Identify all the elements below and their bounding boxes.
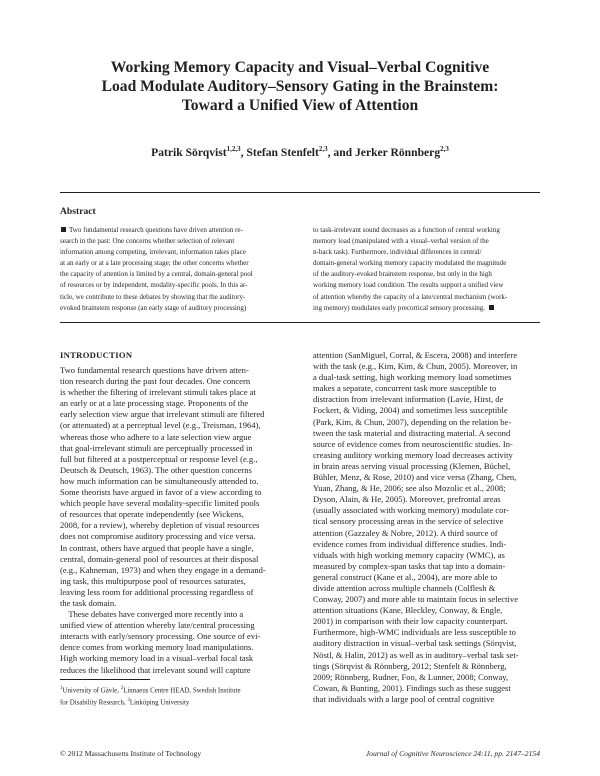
body-line: creasing auditory working memory load decreases activity (313, 449, 513, 460)
title-line: Toward a Unified View of Attention (181, 97, 419, 114)
body-line: does not compromise auditory processing and vice versa. (60, 531, 256, 542)
body-line: 2009; Rönnberg, Rudner, Foo, & Lunner, 2008; Conway, (313, 671, 509, 682)
abstract-line: of attention whereby the capacity of a late/central mechanism (work- (313, 292, 508, 301)
footnote-line: $^1$University of Gävle, $^2$Linnaeus Centre HEAD, Swedish Institute (60, 686, 241, 695)
body-line: Furthermore, high-WMC individuals are less susceptible to (313, 627, 516, 638)
body-line: (usually associated with working memory) modulate cor- (313, 505, 509, 516)
body-line: whereas those who adhere to a late selection view argue (60, 431, 252, 442)
body-line: Cowan, & Bunting, 2001). Findings such as these suggest (313, 682, 511, 693)
abstract-top-rule (60, 192, 540, 193)
abstract-line: working memory load condition. The results support a unified view (313, 281, 504, 290)
footnote-line: for Disability Research, $^3$Linköping University (60, 697, 190, 706)
body-line: Nöstl, & Halin, 2012) as well as in auditory–verbal task set- (313, 649, 519, 660)
abstract-line: search in the past: One concerns whether selection of relevant (60, 237, 235, 246)
abstract-line: ing memory) modulates early precortical sensory processing. (313, 303, 548, 314)
abstract-line: memory load (manipulated with a visual–verbal version of the (313, 237, 489, 246)
author-name: Jerker Rönnberg (355, 145, 441, 159)
body-line: 2008, for a review), whereby depletion of visual resources (60, 520, 260, 531)
body-line: divide attention across multiple channels (Colflesh & (313, 582, 496, 593)
body-line: (e.g., Kahneman, 1973) and when they engage in a demand- (60, 564, 266, 575)
abstract-line: of the auditory-evoked brainstem response, but only in the high (313, 270, 492, 279)
body-line: (or attenuated) at a perceptual level (e.g., Treisman, 1964), (60, 420, 261, 431)
title-line: Working Memory Capacity and Visual–Verbal Cognitive (110, 59, 490, 76)
affiliation-footnote (60, 684, 300, 707)
author-list (40, 145, 560, 159)
body-line: source of evidence comes from neuroscientific studies. In- (313, 438, 513, 449)
section-heading-introduction: INTRODUCTION (60, 350, 133, 360)
body-line: early selection view argue that irrelevant stimuli are filtered (60, 409, 265, 420)
body-line: interacts with early/sensory processing. One source of evi- (60, 631, 261, 642)
author-separator: , and (327, 145, 355, 159)
footnote-rule (60, 679, 150, 680)
author-separator: , (240, 145, 247, 159)
body-line: measured by complex-span tasks that tap into a domain- (313, 560, 506, 571)
body-right-column (313, 350, 553, 705)
abstract-line: at an early or at a late processing stage; the other concerns whether (60, 259, 249, 268)
body-line: tings (Sörqvist & Rönnberg, 2012; Stenfelt & Rönnberg, (313, 660, 507, 671)
body-line: of resources that operate independently (see Wickens, (60, 509, 244, 520)
journal-citation: Journal of Cognitive Neuroscience 24:11, pp. 2147–2154 (365, 749, 540, 758)
body-line: with the task (e.g., Kim, Kim, & Chun, 2005). Moreover, in (313, 361, 518, 372)
body-line: makes a separate, concurrent task more susceptible to (313, 383, 497, 394)
body-line: an early or at a late processing stage. Proponents of the (60, 398, 249, 409)
abstract-line: n-back task). Furthermore, individual differences in central/ (313, 248, 482, 257)
body-line: unified view of attention whereby late/central processing (60, 620, 255, 631)
body-line: Fockert, & Viding, 2004) and sometimes less susceptible (313, 405, 508, 416)
body-line: the task domain. (60, 597, 117, 608)
author-affiliation: 2,3 (318, 145, 328, 153)
body-line: attention situations (Kane, Bleckley, Conway, & Engle, (313, 605, 503, 616)
body-line: Some theorists have argued in favor of a view according to (60, 487, 262, 498)
body-line: in brain areas serving visual processing (Klemen, Büchel, (313, 460, 511, 471)
abstract-line: information among competing, irrelevant, information takes place (60, 248, 246, 257)
body-line: Two fundamental research questions have driven atten- (60, 365, 249, 375)
abstract-line: to task-irrelevant sound decreases as a function of central working (313, 226, 500, 234)
body-line: leaving less room for additional processing regardless of (60, 586, 254, 597)
abstract-line: the capacity of attention is limited by a central, domain-general pool (60, 270, 253, 279)
abstract-bottom-rule (60, 322, 540, 323)
body-line: In contrast, others have argued that people have a single, (60, 542, 254, 553)
body-line: Conway, 2007) and more able to maintain focus in selective (313, 594, 518, 605)
author-affiliation: 1,2,3 (226, 145, 241, 153)
body-line: Deutsch & Deutsch, 1963). The other question concerns (60, 464, 252, 475)
body-left-column (60, 365, 300, 676)
author-affiliation: 2,3 (440, 145, 449, 153)
body-line: tion research during the past four decades. One concern (60, 376, 251, 387)
body-line: tical sensory processing areas in the service of selective (313, 516, 504, 527)
body-line: which people have several modality-specific limited pools (60, 498, 260, 509)
copyright-notice: © 2012 Massachusetts Institute of Technology (60, 749, 202, 758)
body-line: attention (Gazzaley & Nobre, 2012). A third source of (313, 527, 498, 538)
body-line: a dual-task setting, high working memory load sometimes (313, 372, 512, 383)
body-line: that individuals with a large pool of central cognitive (313, 693, 495, 704)
body-line: 2001) in comparison with their low capacity counterpart. (313, 616, 508, 627)
abstract-end-square-icon (489, 305, 494, 310)
body-line: tween the task material and distracting material. A second (313, 427, 511, 438)
body-line: auditory distraction in visual–verbal task settings (Sörqvist, (313, 638, 517, 649)
body-line: High working memory load in a visual–verbal focal task (60, 653, 254, 664)
author-name: Stefan Stenfelt (246, 145, 319, 159)
body-line: distraction from irrelevant information (Lavie, Hirst, de (313, 394, 504, 405)
body-line: Yuan, Zhang, & He, 2006; see also Mozolic et al., 2008; (313, 483, 506, 494)
abstract-right-column (313, 225, 548, 314)
article-title (40, 58, 560, 115)
abstract-line: of resources or by independent, modality-specific pools. In this ar- (60, 281, 248, 290)
body-line: viduals with high working memory capacity (WMC), as (313, 549, 505, 560)
abstract-line: Two fundamental research questions have driven attention re- (60, 225, 295, 236)
abstract-left-column (60, 225, 295, 314)
title-line: Load Modulate Auditory–Sensory Gating in the Brainstem: (101, 78, 499, 95)
body-line: These debates have converged more recently into a (60, 609, 244, 620)
body-line: evidence comes from individual difference studies. Indi- (313, 538, 507, 549)
body-line: dence comes from working memory load manipulations. (60, 642, 254, 653)
body-line: central, domain-general pool of resources at their disposal (60, 553, 259, 564)
body-line: that goal-irrelevant stimuli are perceptually processed in (60, 442, 253, 453)
body-line: full but filtered at a postperceptual or response level (e.g., (60, 453, 258, 464)
author-name: Patrik Sörqvist (151, 145, 227, 159)
body-line: attention (SanMiguel, Corral, & Escera, 2008) and interfere (313, 350, 518, 360)
abstract-line: evoked brainstem response (an early stage of auditory processing) (60, 303, 247, 312)
body-line: reduces the likelihood that irrelevant sound will capture (60, 664, 251, 675)
body-line: ing task, this multipurpose pool of resources saturates, (60, 575, 246, 586)
abstract-heading: Abstract (60, 206, 96, 217)
abstract-start-square-icon (61, 227, 66, 232)
body-line: Dyson, Alain, & He, 2005). Moreover, prefrontal areas (313, 494, 501, 505)
body-line: Bühler, Menz, & Rose, 2010) and vice versa (Zhang, Chen, (313, 472, 517, 483)
body-line: is whether the filtering of irrelevant stimuli takes place at (60, 387, 256, 398)
abstract-line: domain-general working memory capacity modulated the magnitude (313, 259, 507, 268)
body-line: how much information can be simultaneously attended to. (60, 475, 259, 486)
body-line: (Park, Kim, & Chun, 2007), depending on the relation be- (313, 416, 512, 427)
abstract-line: ticle, we contribute to these debates by showing that the auditory- (60, 292, 246, 301)
body-line: general construct (Kane et al., 2004), are more able to (313, 571, 498, 582)
